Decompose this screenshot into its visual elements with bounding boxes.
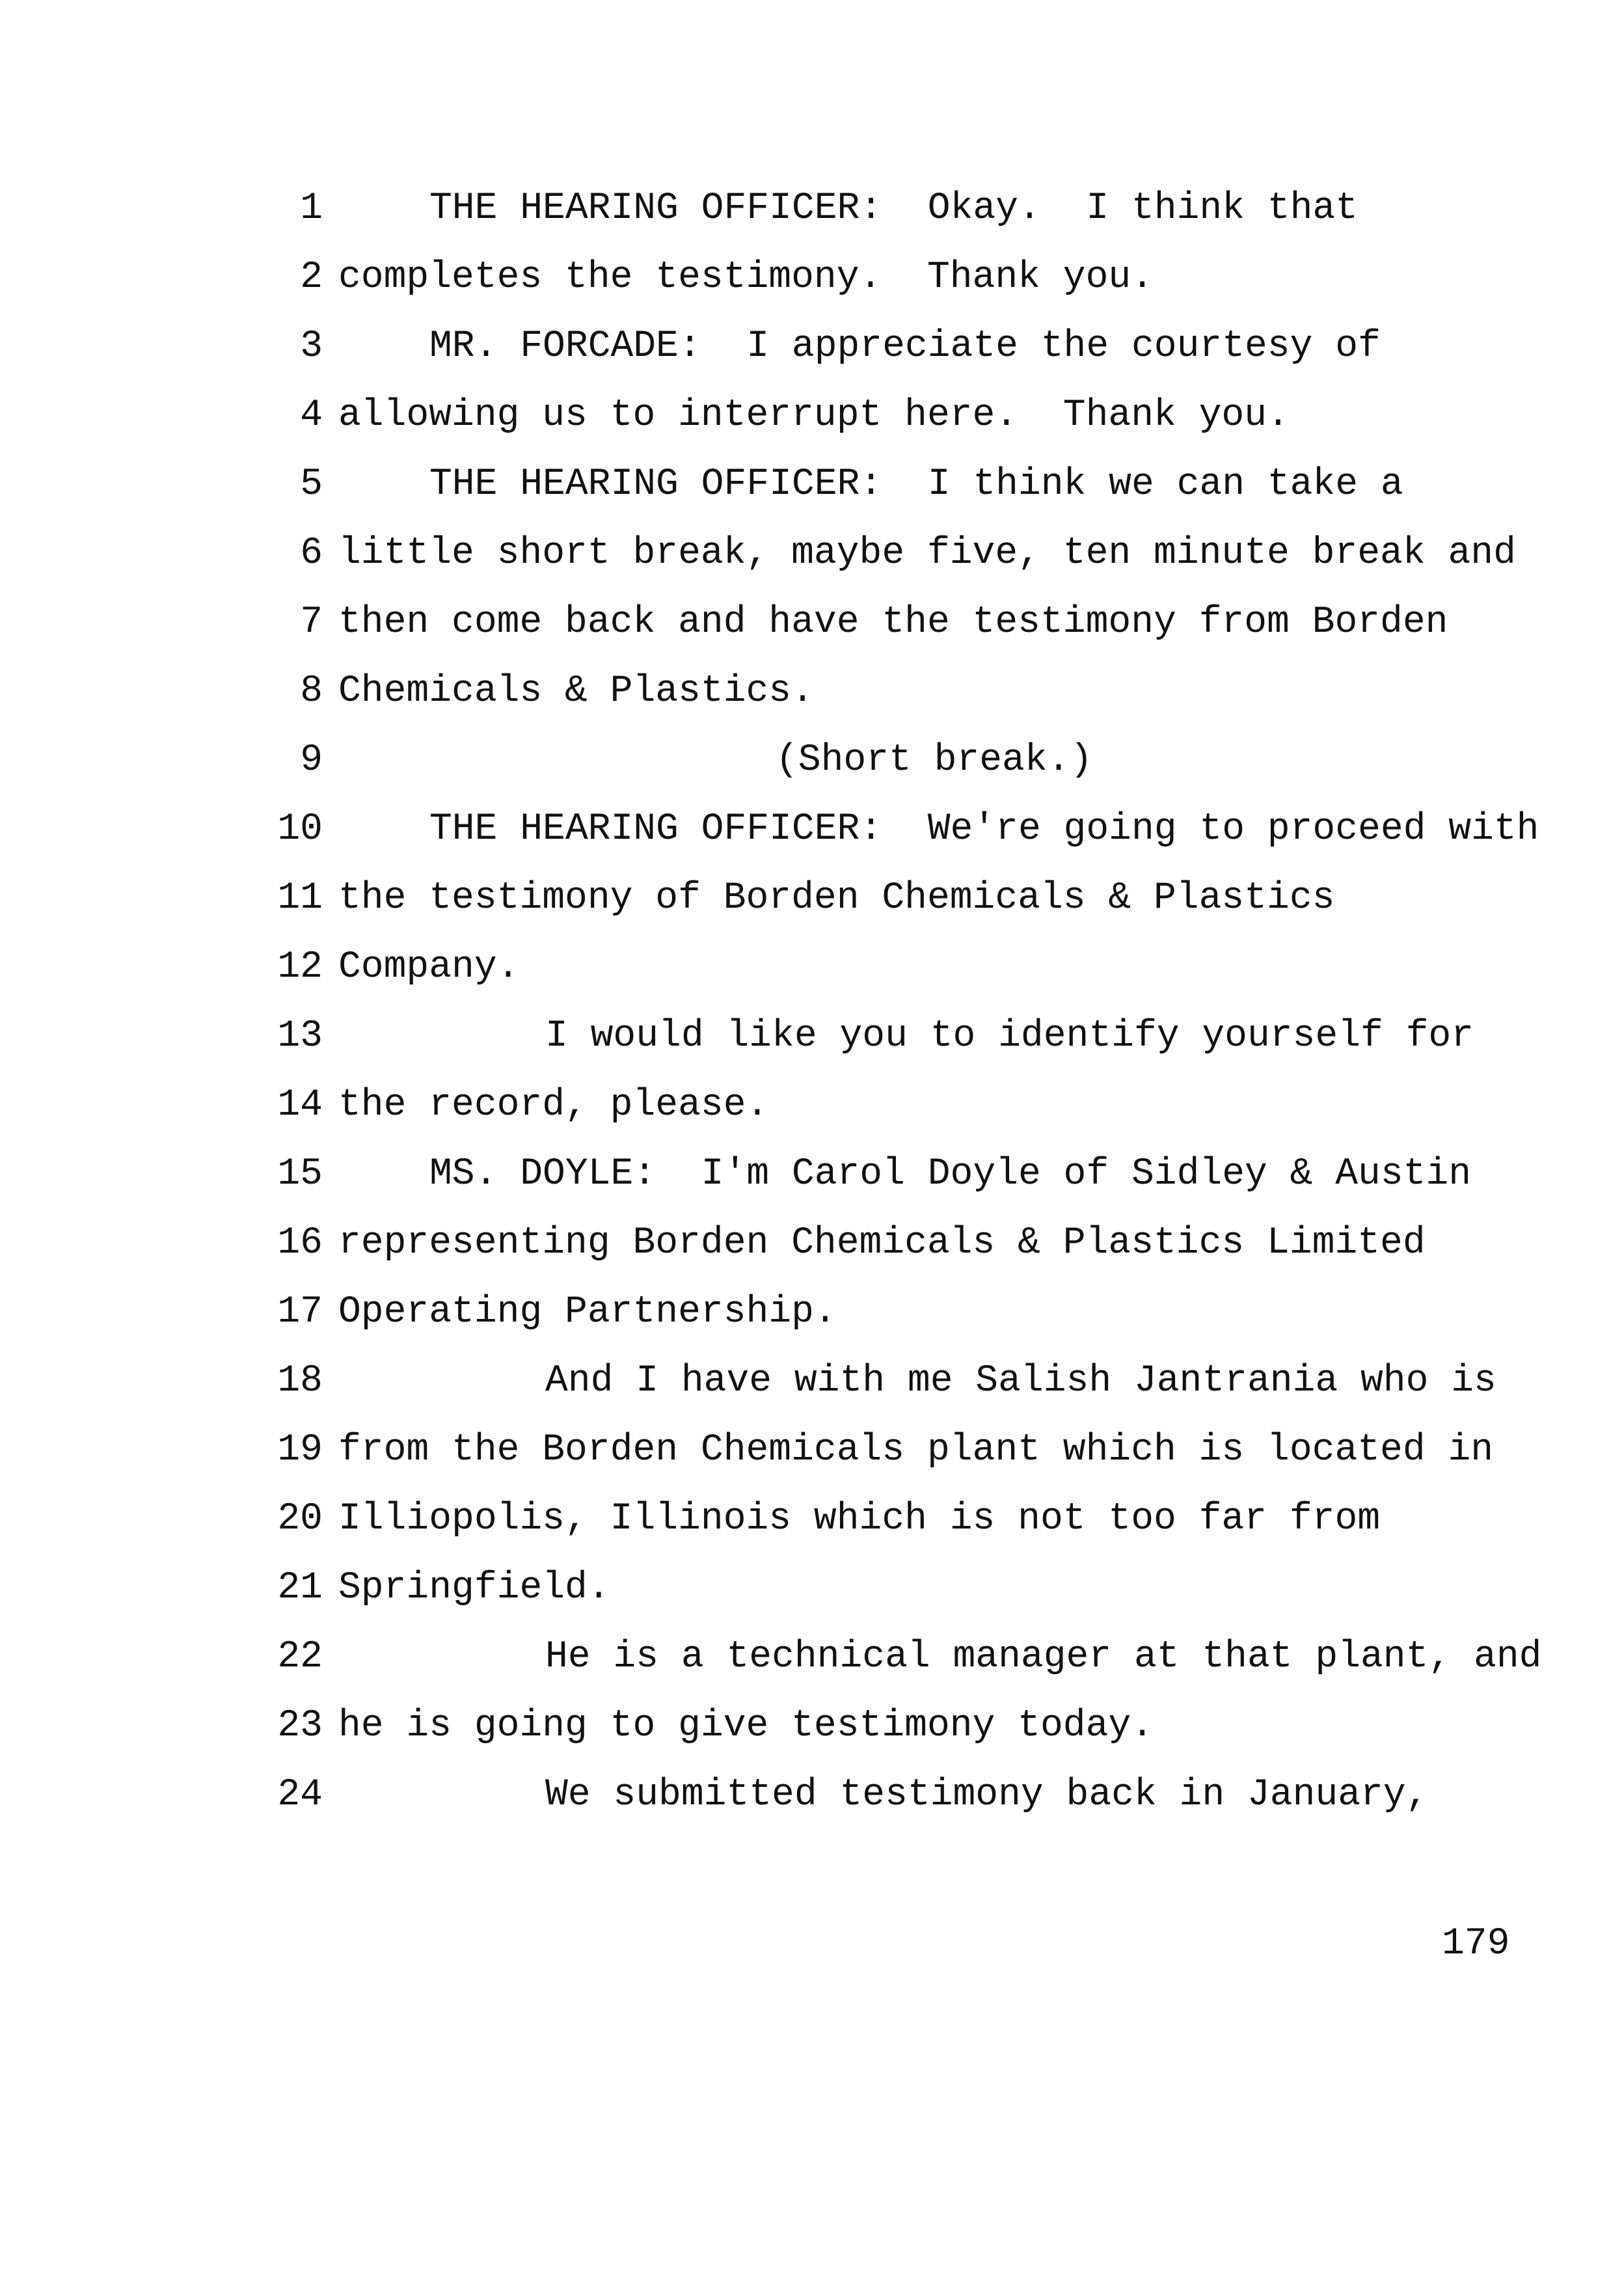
line-text: from the Borden Chemicals plant which is located in bbox=[338, 1429, 1494, 1471]
line-text: THE HEARING OFFICER: I think we can take a bbox=[429, 463, 1403, 506]
transcript-line bbox=[0, 588, 1624, 657]
line-number: 3 bbox=[300, 325, 323, 368]
line-number: 12 bbox=[277, 946, 323, 988]
transcript-line bbox=[0, 1623, 1624, 1692]
transcript-line bbox=[0, 657, 1624, 726]
transcript-line bbox=[0, 1416, 1624, 1485]
line-text: He is a technical manager at that plant, and bbox=[545, 1636, 1542, 1678]
transcript-line bbox=[0, 1347, 1624, 1416]
transcript-line bbox=[0, 174, 1624, 243]
transcript-line bbox=[0, 450, 1624, 519]
line-number: 4 bbox=[300, 394, 323, 437]
transcript-line bbox=[0, 1209, 1624, 1278]
line-text: Springfield. bbox=[338, 1567, 610, 1609]
transcript-line bbox=[0, 243, 1624, 312]
transcript-line bbox=[0, 1692, 1624, 1761]
transcript-line bbox=[0, 864, 1624, 933]
transcript-line bbox=[0, 933, 1624, 1002]
line-text: Chemicals & Plastics. bbox=[338, 670, 814, 713]
line-text: I would like you to identify yourself for bbox=[545, 1015, 1474, 1057]
line-text: the testimony of Borden Chemicals & Plastics bbox=[338, 877, 1335, 919]
line-text: THE HEARING OFFICER: Okay. I think that bbox=[429, 187, 1359, 230]
line-text: Illiopolis, Illinois which is not too far from bbox=[338, 1498, 1381, 1540]
line-number: 23 bbox=[277, 1705, 323, 1747]
line-text: And I have with me Salish Jantrania who is bbox=[545, 1360, 1496, 1402]
line-text: representing Borden Chemicals & Plastics Limited bbox=[338, 1222, 1426, 1264]
line-text: Operating Partnership. bbox=[338, 1291, 837, 1333]
line-number: 15 bbox=[277, 1153, 323, 1195]
transcript-line bbox=[0, 519, 1624, 588]
line-number: 22 bbox=[277, 1636, 323, 1678]
transcript-line bbox=[0, 1761, 1624, 1830]
line-text: THE HEARING OFFICER: We're going to proceed with bbox=[429, 808, 1539, 850]
transcript-line bbox=[0, 1071, 1624, 1140]
line-number: 14 bbox=[277, 1084, 323, 1126]
line-text: MR. FORCADE: I appreciate the courtesy of bbox=[429, 325, 1381, 368]
line-number: 18 bbox=[277, 1360, 323, 1402]
line-text: completes the testimony. Thank you. bbox=[338, 256, 1154, 299]
line-number: 13 bbox=[277, 1015, 323, 1057]
line-text: the record, please. bbox=[338, 1084, 769, 1126]
line-number: 16 bbox=[277, 1222, 323, 1264]
line-number: 20 bbox=[277, 1498, 323, 1540]
transcript-line bbox=[0, 795, 1624, 864]
line-number: 9 bbox=[300, 739, 323, 781]
line-number: 1 bbox=[300, 187, 323, 230]
line-number: 24 bbox=[277, 1774, 323, 1816]
line-text: little short break, maybe five, ten minute break and bbox=[338, 532, 1516, 575]
transcript-line bbox=[0, 312, 1624, 381]
line-text: allowing us to interrupt here. Thank you. bbox=[338, 394, 1290, 437]
transcript-line bbox=[0, 1485, 1624, 1554]
line-number: 8 bbox=[300, 670, 323, 713]
line-number: 19 bbox=[277, 1429, 323, 1471]
line-text: (Short break.) bbox=[776, 739, 1093, 781]
transcript-line bbox=[0, 1278, 1624, 1347]
line-number: 17 bbox=[277, 1291, 323, 1333]
line-number: 5 bbox=[300, 463, 323, 506]
line-number: 7 bbox=[300, 601, 323, 644]
transcript-line bbox=[0, 381, 1624, 450]
line-text: Company. bbox=[338, 946, 520, 988]
line-number: 21 bbox=[277, 1567, 323, 1609]
line-number: 2 bbox=[300, 256, 323, 299]
line-text: he is going to give testimony today. bbox=[338, 1705, 1154, 1747]
line-number: 10 bbox=[277, 808, 323, 850]
line-number: 6 bbox=[300, 532, 323, 575]
transcript-line bbox=[0, 726, 1624, 795]
line-text: MS. DOYLE: I'm Carol Doyle of Sidley & Austin bbox=[429, 1153, 1472, 1195]
line-text: then come back and have the testimony from Borden bbox=[338, 601, 1448, 644]
line-text: We submitted testimony back in January, bbox=[545, 1774, 1429, 1816]
transcript-line bbox=[0, 1002, 1624, 1071]
page-number: 179 bbox=[1442, 1923, 1510, 1965]
line-number: 11 bbox=[277, 877, 323, 919]
transcript-line bbox=[0, 1554, 1624, 1623]
transcript-line bbox=[0, 1140, 1624, 1209]
